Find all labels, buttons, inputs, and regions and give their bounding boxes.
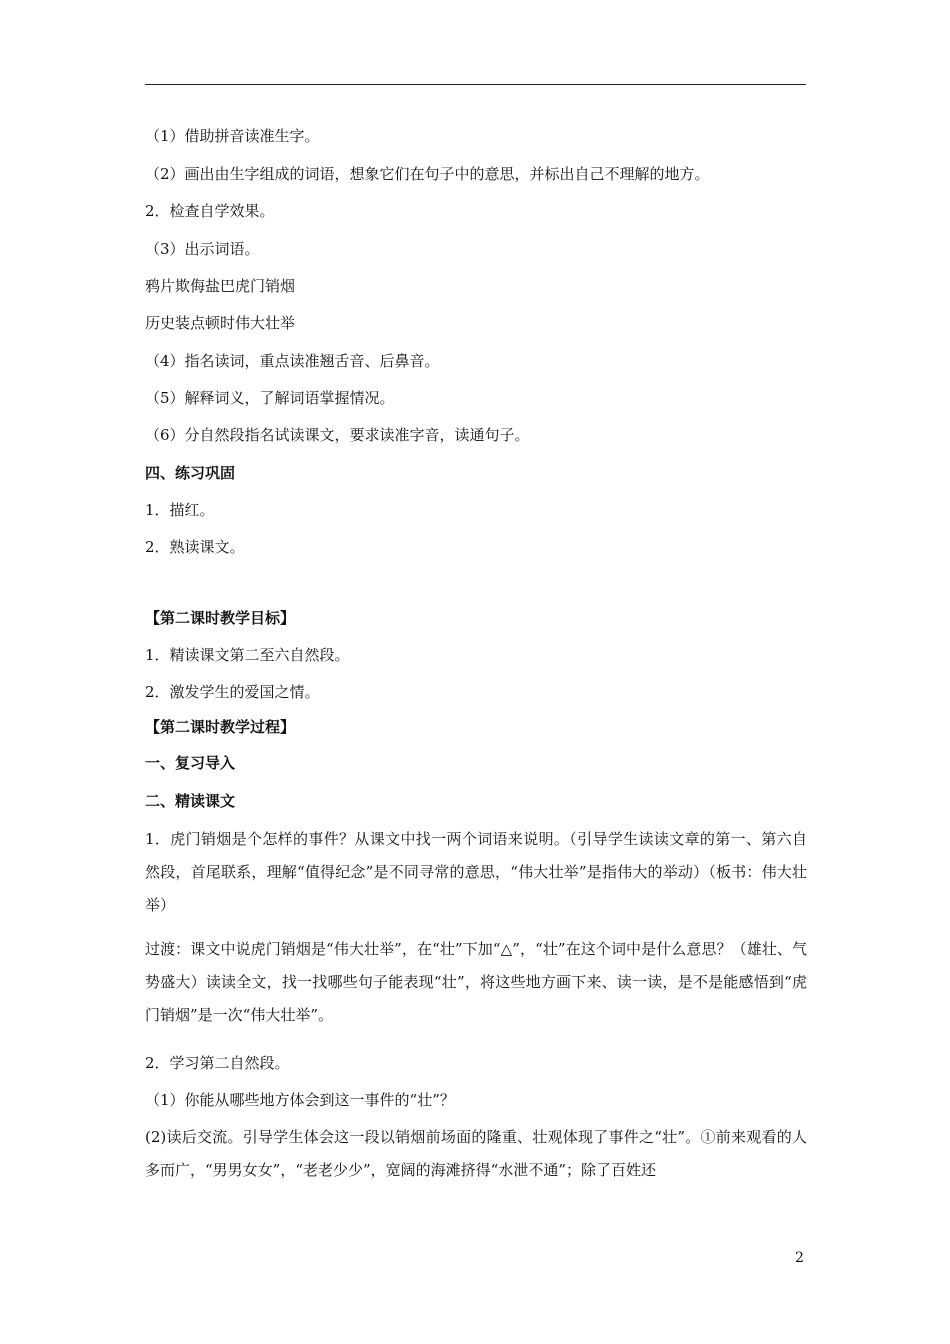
- text-line: （6）分自然段指名试读课文，要求读准字音，读通句子。: [145, 426, 530, 444]
- section-heading: 四、练习巩固: [145, 464, 236, 482]
- paragraph: 1．虎门销烟是个怎样的事件？从课文中找一两个词语来说明。（引导学生读读文章的第一、第六自然段，首尾联系，理解“值得纪念”是不同寻常的意思，“伟大壮举”是指伟大的举动）（板书：伟大壮举）: [145, 830, 807, 914]
- text-line: 鸦片欺侮盐巴虎门销烟: [145, 277, 296, 295]
- text-line: （5）解释词义，了解词语掌握情况。: [145, 389, 395, 407]
- paragraph: (2)读后交流。引导学生体会这一段以销烟前场面的隆重、壮观体现了事件之“壮”。①前来观看的人多而广，“男男女女”，“老老少少”，宽阔的海滩挤得“水泄不通”；除了百姓还: [145, 1128, 807, 1179]
- page-number: 2: [795, 1250, 804, 1266]
- section-heading: 一、复习导入: [145, 754, 236, 772]
- header-rule: [145, 84, 806, 85]
- section-heading: 【第二课时教学目标】: [145, 609, 296, 627]
- text-line: 2．学习第二自然段。: [145, 1054, 290, 1072]
- section-heading: 【第二课时教学过程】: [145, 718, 296, 736]
- text-line: （3）出示词语。: [145, 240, 260, 258]
- text-line: 1．描红。: [145, 501, 215, 519]
- text-line: 2．熟读课文。: [145, 538, 245, 556]
- paragraph: 过渡：课文中说虎门销烟是“伟大壮举”，在“壮”下加“△”，“壮”在这个词中是什么意思？（雄壮、气势盛大）读读全文，找一找哪些句子能表现“壮”，将这些地方画下来、读一读，是不是能感悟到“虎门销烟”是一次“伟大壮举”。: [145, 940, 807, 1024]
- text-line: 2．检查自学效果。: [145, 202, 275, 220]
- text-line: 1．精读课文第二至六自然段。: [145, 646, 350, 664]
- text-line: （2）画出由生字组成的词语，想象它们在句子中的意思，并标出自己不理解的地方。: [145, 165, 710, 183]
- text-line: 历史装点顿时伟大壮举: [145, 314, 296, 332]
- text-line: （1）你能从哪些地方体会到这一事件的“壮”？: [145, 1091, 455, 1109]
- text-line: （4）指名读词，重点读准翘舌音、后鼻音。: [145, 352, 440, 370]
- text-line: 2．激发学生的爱国之情。: [145, 683, 320, 701]
- section-heading: 二、精读课文: [145, 792, 236, 810]
- text-line: （1）借助拼音读准生字。: [145, 127, 320, 145]
